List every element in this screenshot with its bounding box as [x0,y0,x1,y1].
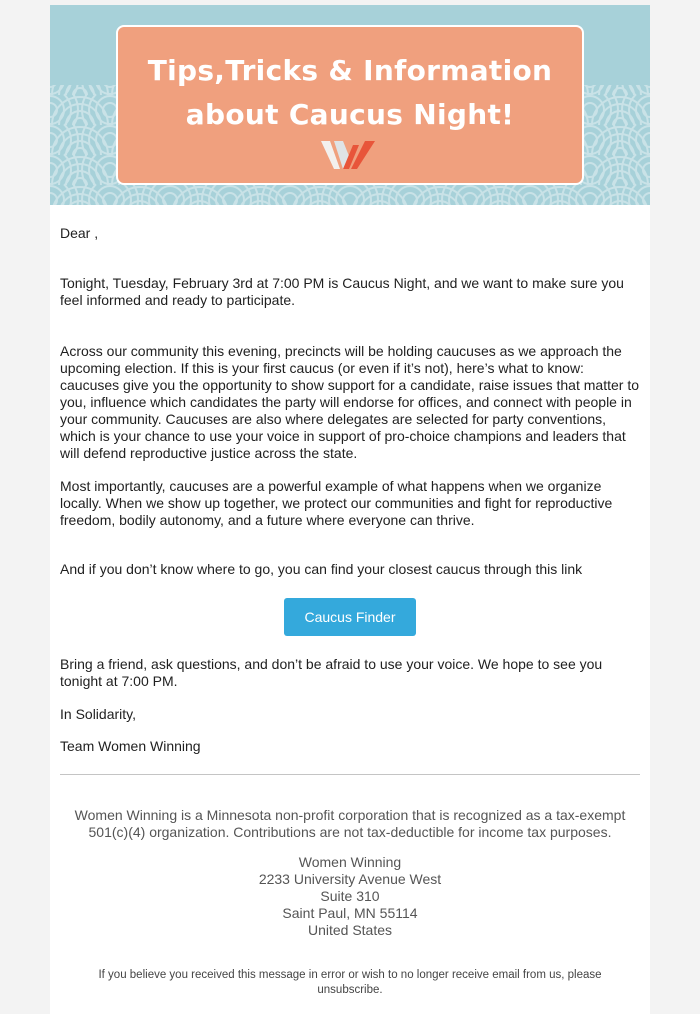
header-title-line-1: Tips,Tricks & Information [147,54,553,87]
header-title-line-2: about Caucus Night! [185,98,515,131]
unsubscribe-link[interactable]: unsubscribe. [317,984,383,996]
paragraph-caucus-link: And if you don’t know where to go, you can find your closest caucus through this link [60,561,583,577]
header-title [118,49,582,137]
address-country: United States [307,922,393,938]
paragraph-importance: Most importantly, caucuses are a powerful example of what happens when we organize locally. When we show up together, we protect our communities and fight for reproductive freedom, bodily autonomy, and a future where everyone can thrive. [60,478,613,528]
paragraph-intro: Tonight, Tuesday, February 3rd at 7:00 PM is Caucus Night, and we want to make sure you feel informed and ready to participate. [60,275,624,308]
greeting: Dear , [60,225,99,241]
footer-disclaimer: Women Winning is a Minnesota non-profit corporation that is recognized as a tax-exempt 501(c)(4) organization. Contributions are not tax-deductible for income tax purposes. [74,807,626,840]
unsubscribe-text: If you believe you received this message in error or wish to no longer receive email from us, please [98,969,602,981]
email-body [50,5,650,1014]
footer-address [60,854,640,939]
address-suite: Suite 310 [320,888,380,904]
paragraph-what-to-know: Across our community this evening, precincts will be holding caucuses as we approach the upcoming election. If this is your first caucus (or even if it’s not), here’s what to know: caucuses give you the opportunity to show support for a candidate, raise issues that matter to you, influence which candidates the party will endorse for offices, and connect with people in your community. Caucuses are also where delegates are selected for party conventions, which is your chance to use your voice in support of pro-choice champions and leaders that will defend reproductive justice across the state. [60,343,639,461]
signature: Team Women Winning [60,738,201,754]
header-card [116,25,584,185]
signoff: In Solidarity, [60,706,136,722]
footer-divider [60,774,640,775]
address-city: Saint Paul, MN 55114 [282,905,418,921]
header-banner [50,5,650,205]
paragraph-invite: Bring a friend, ask questions, and don’t be afraid to use your voice. We hope to see you tonight at 7:00 PM. [60,656,603,689]
address-org: Women Winning [298,854,402,870]
address-street: 2233 University Avenue West [258,871,442,887]
women-winning-logo-icon [321,137,379,173]
unsubscribe-notice [80,968,620,998]
caucus-finder-button[interactable]: Caucus Finder [284,598,416,636]
